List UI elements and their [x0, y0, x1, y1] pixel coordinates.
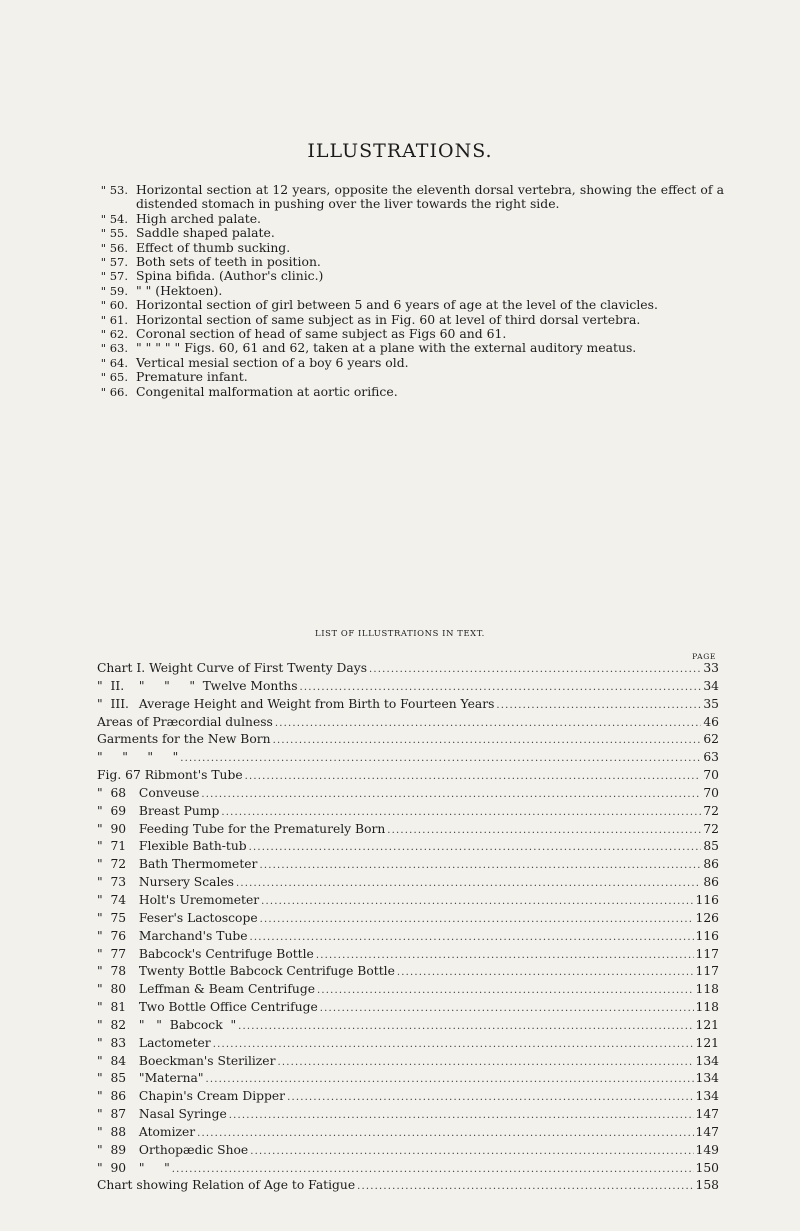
row-label [97, 767, 243, 785]
row-title: Garments for the New Born [97, 732, 271, 747]
leader-dots [275, 715, 701, 733]
row-page-number: 116 [695, 892, 719, 907]
figure-number: " 57. [100, 255, 128, 270]
figure-caption: Effect of thumb sucking. [136, 239, 291, 255]
row-label [97, 749, 178, 767]
list-row [97, 1177, 719, 1195]
row-prefix: " 74 [97, 892, 127, 907]
row-prefix: " 69 [97, 803, 127, 818]
leader-dots [249, 839, 701, 857]
figure-number: " 55. [100, 226, 128, 241]
figure-entry [98, 212, 724, 226]
row-page-number: 70 [703, 785, 719, 800]
figure-caption: Vertical mesial section of a boy 6 years old. [136, 354, 409, 370]
list-row [97, 1017, 719, 1035]
list-row [97, 1053, 719, 1071]
row-page-number: 116 [695, 928, 719, 943]
list-row [97, 749, 719, 767]
leader-dots [369, 661, 701, 679]
row-title: Feeding Tube for the Prematurely Born [138, 821, 386, 836]
leader-dots [397, 964, 694, 982]
row-page-number: 117 [695, 964, 719, 979]
list-row [97, 999, 719, 1017]
row-label [97, 946, 314, 964]
leader-dots [250, 929, 694, 947]
list-row [97, 731, 719, 749]
leader-dots [261, 893, 693, 911]
row-title: Lactometer [138, 1035, 211, 1050]
row-title: Twenty Bottle Babcock Centrifuge Bottle [138, 964, 395, 979]
list-row [97, 963, 719, 981]
leader-dots [213, 1036, 694, 1054]
list-row [97, 1160, 719, 1178]
row-page-number: 118 [695, 1000, 719, 1015]
row-prefix: " 88 [97, 1124, 127, 1139]
list-row [97, 1070, 719, 1088]
row-prefix: " 78 [97, 964, 127, 979]
list-row [97, 981, 719, 999]
row-prefix: " 82 [97, 1017, 127, 1032]
row-page-number: 33 [703, 661, 719, 675]
row-label [97, 1106, 227, 1124]
row-page-number: 117 [695, 946, 719, 961]
row-prefix: " 73 [97, 875, 127, 890]
row-title: Ribmont's Tube [144, 768, 243, 783]
row-title: Breast Pump [138, 803, 220, 818]
row-title: Average Height and Weight from Birth to Fourteen Years [138, 696, 495, 711]
figure-caption: Coronal section of head of same subject as Figs 60 and 61. [136, 326, 507, 342]
figure-number: " 63. [100, 341, 128, 356]
row-page-number: 147 [695, 1107, 719, 1122]
row-title: Leffman & Beam Centrifuge [138, 982, 315, 997]
row-label [97, 838, 247, 856]
row-title: Weight Curve of First Twenty Days [149, 661, 368, 675]
list-row [97, 1035, 719, 1053]
list-row [97, 910, 719, 928]
row-title: Chapin's Cream Dipper [138, 1089, 286, 1104]
row-prefix: " 89 [97, 1142, 127, 1157]
figure-entry [98, 269, 724, 283]
page-column-label: PAGE [692, 652, 716, 661]
list-row [97, 838, 719, 856]
figure-caption: Spina bifida. (Author's clinic.) [136, 268, 324, 284]
row-page-number: 72 [703, 803, 719, 818]
row-page-number: 72 [703, 821, 719, 836]
row-label [97, 963, 395, 981]
row-page-number: 126 [695, 910, 719, 925]
figure-list [98, 183, 724, 399]
leader-dots [238, 1018, 693, 1036]
figure-number: " 56. [100, 240, 128, 255]
figure-entry [98, 183, 724, 212]
row-page-number: 147 [695, 1124, 719, 1139]
list-row [97, 767, 719, 785]
row-prefix: " 87 [97, 1107, 127, 1122]
row-title: Orthopædic Shoe [138, 1142, 249, 1157]
leader-dots [250, 1143, 693, 1161]
page-title: ILLUSTRATIONS. [307, 140, 493, 162]
row-prefix: " 90 [97, 1160, 127, 1175]
row-label [97, 892, 259, 910]
row-title: Flexible Bath-tub [138, 839, 247, 854]
figure-entry [98, 341, 724, 355]
row-label [97, 1142, 248, 1160]
list-row [97, 714, 719, 732]
row-page-number: 85 [703, 839, 719, 854]
leader-dots [206, 1071, 694, 1089]
row-label [97, 785, 199, 803]
row-page-number: 134 [695, 1053, 719, 1068]
row-label [97, 1070, 204, 1088]
row-page-number: 121 [695, 1035, 719, 1050]
row-title: Marchand's Tube [138, 928, 248, 943]
figure-entry [98, 313, 724, 327]
row-label [97, 1160, 170, 1178]
list-row [97, 892, 719, 910]
row-label [97, 981, 315, 999]
leader-dots [260, 911, 694, 929]
row-title: Two Bottle Office Centrifuge [138, 1000, 318, 1015]
figure-number: " 60. [100, 298, 128, 313]
row-prefix: " 85 [97, 1071, 127, 1086]
list-row [97, 1142, 719, 1160]
row-title: Nursery Scales [138, 875, 234, 890]
leader-dots [287, 1089, 693, 1107]
row-prefix: " 72 [97, 857, 127, 872]
row-prefix: " III. [97, 696, 129, 711]
row-page-number: 121 [695, 1017, 719, 1032]
leader-dots [180, 750, 701, 768]
row-page-number: 86 [703, 857, 719, 872]
row-label [97, 1088, 285, 1106]
list-row [97, 678, 719, 696]
leader-dots [172, 1161, 694, 1179]
row-prefix: " 76 [97, 928, 127, 943]
figure-caption: Both sets of teeth in position. [136, 254, 321, 270]
leader-dots [197, 1125, 693, 1143]
row-label [97, 731, 271, 749]
list-row [97, 660, 719, 678]
row-prefix: " 68 [97, 785, 127, 800]
figure-entry [98, 298, 724, 312]
row-title: Babcock's Centrifuge Bottle [138, 946, 314, 961]
row-title: "Materna" [138, 1071, 204, 1086]
row-page-number: 63 [703, 750, 719, 765]
list-row [97, 1088, 719, 1106]
leader-dots [277, 1054, 693, 1072]
leader-dots [245, 768, 701, 786]
list-row [97, 874, 719, 892]
leader-dots [300, 679, 701, 697]
row-label [97, 999, 318, 1017]
row-page-number: 134 [695, 1071, 719, 1086]
figure-caption: " " " " " Figs. 60, 61 and 62, taken at a plane with the external auditory meatus. [136, 340, 637, 356]
figure-caption: Horizontal section at 12 years, opposite the eleventh dorsal vertebra, showing the effect of a distended stomach in pushing over the liver towards the right side. [136, 182, 724, 212]
figure-number: " 66. [100, 384, 128, 399]
list-row [97, 946, 719, 964]
row-page-number: 86 [703, 875, 719, 890]
figure-number: " 54. [100, 211, 128, 226]
figure-caption: Horizontal section of girl between 5 and 6 years of age at the level of the clavicles. [136, 297, 658, 313]
row-label [97, 1177, 355, 1195]
row-prefix: Chart I. [97, 661, 146, 675]
leader-dots [317, 982, 694, 1000]
row-title: " " " " [97, 750, 179, 765]
leader-dots [387, 822, 701, 840]
leader-dots [221, 804, 701, 822]
list-row [97, 856, 719, 874]
figure-number: " 59. [100, 283, 128, 298]
row-label [97, 874, 234, 892]
figure-entry [98, 241, 724, 255]
figure-entry [98, 255, 724, 269]
row-label [97, 910, 258, 928]
row-title: Boeckman's Sterilizer [138, 1053, 276, 1068]
figure-caption: Horizontal section of same subject as in Fig. 60 at level of third dorsal vertebra. [136, 311, 641, 327]
row-page-number: 158 [695, 1178, 719, 1193]
row-prefix: " 83 [97, 1035, 127, 1050]
figure-entry [98, 284, 724, 298]
row-label [97, 1124, 195, 1142]
figure-caption: Premature infant. [136, 369, 248, 385]
row-prefix: " II. [97, 678, 125, 693]
row-prefix: " 86 [97, 1089, 127, 1104]
figure-entry [98, 356, 724, 370]
figure-caption: " " (Hektoen). [136, 282, 223, 298]
list-row [97, 821, 719, 839]
row-label [97, 714, 273, 732]
row-page-number: 35 [703, 696, 719, 711]
leader-dots [496, 697, 701, 715]
row-prefix: " 75 [97, 910, 127, 925]
row-page-number: 118 [695, 982, 719, 997]
row-prefix: " 84 [97, 1053, 127, 1068]
row-page-number: 150 [695, 1160, 719, 1175]
figure-caption: Saddle shaped palate. [136, 225, 275, 241]
leader-dots [316, 947, 694, 965]
section-title: LIST OF ILLUSTRATIONS IN TEXT. [315, 628, 485, 638]
figure-number: " 64. [100, 355, 128, 370]
row-label [97, 660, 367, 678]
list-row [97, 1106, 719, 1124]
leader-dots [273, 732, 701, 750]
row-label [97, 856, 257, 874]
figure-number: " 62. [100, 327, 128, 342]
row-page-number: 134 [695, 1089, 719, 1104]
figure-entry [98, 226, 724, 240]
figure-entry [98, 370, 724, 384]
row-page-number: 34 [703, 678, 719, 693]
row-title: " " Babcock " [138, 1017, 237, 1032]
row-title: Areas of Præcordial dulness [97, 714, 273, 729]
figure-entry [98, 385, 724, 399]
figure-caption: Congenital malformation at aortic orifice. [136, 383, 398, 399]
row-prefix: " 81 [97, 1000, 127, 1015]
leader-dots [201, 786, 701, 804]
row-label [97, 1017, 236, 1035]
illustrations-in-text-list [97, 660, 719, 1195]
row-page-number: 149 [695, 1142, 719, 1157]
leader-dots [236, 875, 701, 893]
list-row [97, 696, 719, 714]
row-page-number: 46 [703, 714, 719, 729]
list-row [97, 1124, 719, 1142]
figure-number: " 53. [100, 183, 128, 197]
leader-dots [229, 1107, 694, 1125]
row-page-number: 70 [703, 768, 719, 783]
row-label [97, 803, 219, 821]
figure-number: " 57. [100, 269, 128, 284]
row-prefix: " 80 [97, 982, 127, 997]
row-label [97, 696, 494, 714]
row-prefix: " 77 [97, 946, 127, 961]
list-row [97, 785, 719, 803]
row-label [97, 821, 385, 839]
leader-dots [357, 1178, 693, 1196]
leader-dots [259, 857, 701, 875]
row-page-number: 62 [703, 732, 719, 747]
figure-entry [98, 327, 724, 341]
row-prefix: " 71 [97, 839, 127, 854]
figure-number: " 65. [100, 370, 128, 385]
figure-caption: High arched palate. [136, 210, 261, 226]
row-prefix: " 90 [97, 821, 127, 836]
row-label [97, 1035, 211, 1053]
row-title: Holt's Uremometer [138, 892, 260, 907]
figure-number: " 61. [100, 312, 128, 327]
row-label [97, 928, 248, 946]
row-title: " " " Twelve Months [138, 678, 298, 693]
row-title: Atomizer [138, 1124, 196, 1139]
row-prefix: Fig. 67 [97, 768, 141, 783]
row-title: " " [138, 1160, 170, 1175]
list-row [97, 803, 719, 821]
row-title: Chart showing Relation of Age to Fatigue [97, 1178, 356, 1193]
list-row [97, 928, 719, 946]
row-title: Nasal Syringe [138, 1107, 227, 1122]
row-label [97, 1053, 275, 1071]
row-title: Feser's Lactoscope [138, 910, 258, 925]
leader-dots [320, 1000, 694, 1018]
row-title: Bath Thermometer [138, 857, 258, 872]
row-label [97, 678, 298, 696]
row-title: Conveuse [138, 785, 200, 800]
